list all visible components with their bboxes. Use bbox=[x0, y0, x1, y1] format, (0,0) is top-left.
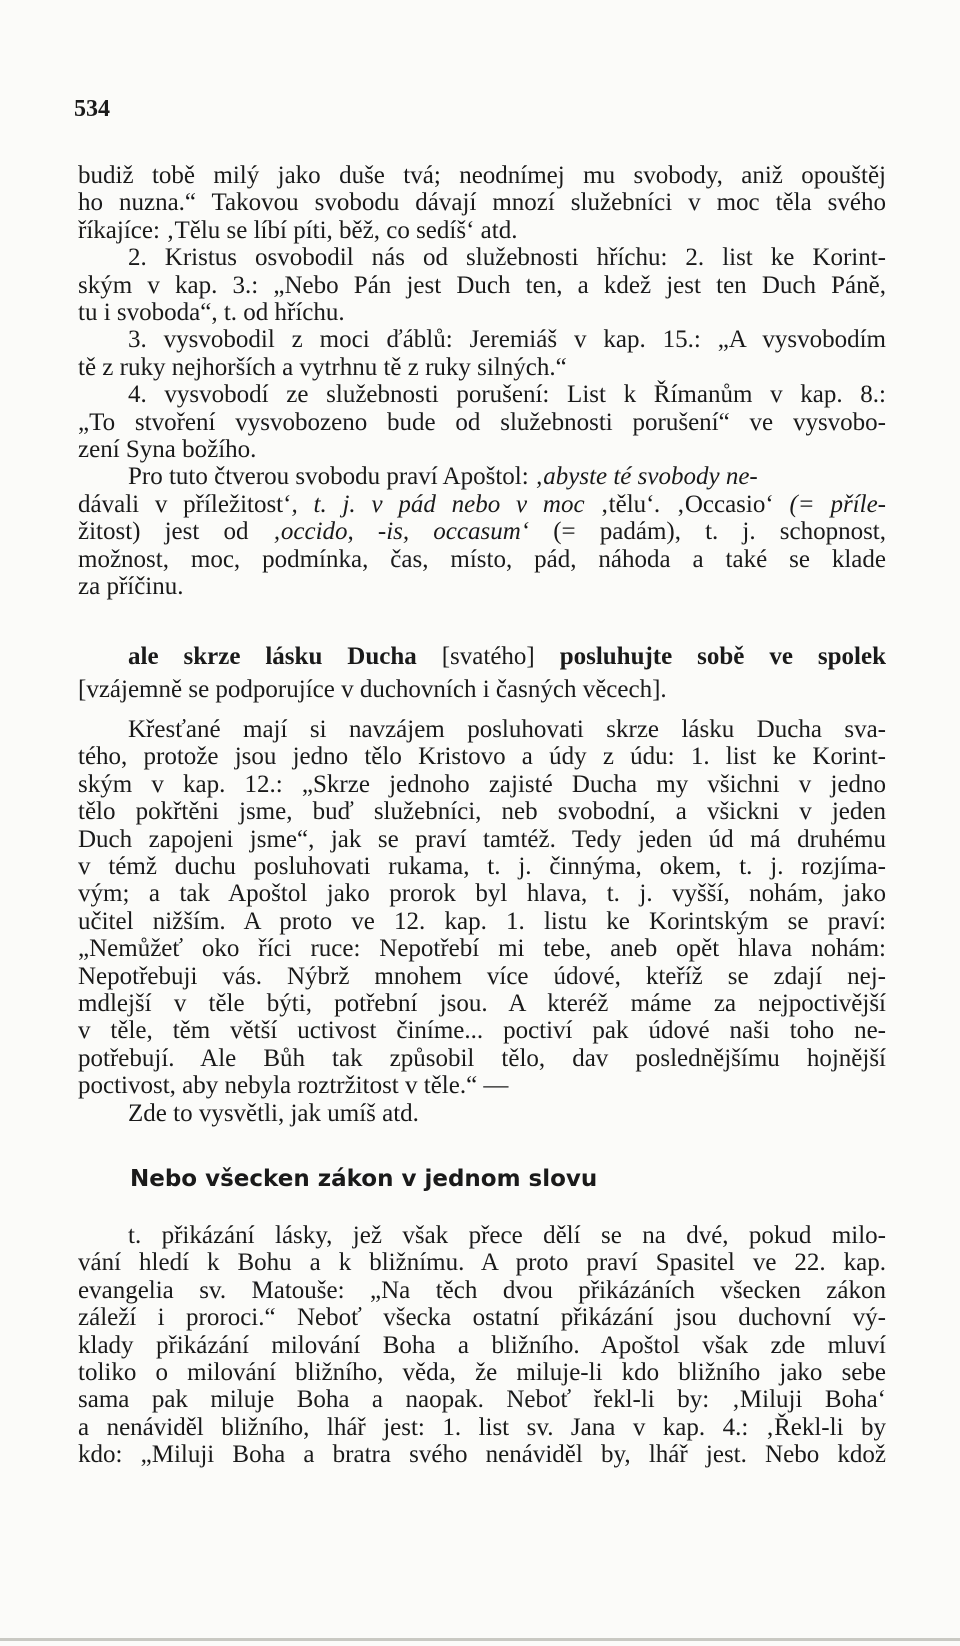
body-text-section-1 bbox=[78, 162, 886, 601]
text-line: sama pak miluje Boha a naopak. Neboť řekl-li by: ‚Miluji Boha‘ bbox=[78, 1386, 886, 1414]
text-line: Pro tuto čtverou svobodu praví Apoštol: ‚abyste té svobody ne- bbox=[128, 463, 758, 491]
text-line: kdo: „Miluji Boha a bratra svého nenáviděl by, lhář jest. Nebo kdož bbox=[78, 1441, 886, 1469]
text-line: Zde to vysvětli, jak umíš atd. bbox=[128, 1099, 419, 1127]
text-line: tě z ruky nejhorších a vytrhnu tě z ruky silných.“ bbox=[78, 353, 567, 381]
text-line: žitost) jest od ‚occido, -is, occasum‘ (= padám), t. j. schopnost, bbox=[78, 518, 886, 546]
heading-bold-part-1: ale skrze lásku Ducha bbox=[128, 643, 417, 670]
text-line: „Nemůžeť oko říci ruce: Nepotřebí mi tebe, aneb opět hlava nohám: bbox=[78, 935, 886, 963]
scripture-heading-2: Nebo všecken zákon v jednom slovu bbox=[130, 1166, 598, 1192]
text-line: Duch zapojeni jsme“, jak se praví tamtéž. Tedy jeden úd má druhému bbox=[78, 825, 886, 853]
text-line: tělo pokřtěni jsme, buď služebníci, neb svobodní, a všickni v jeden bbox=[78, 798, 886, 826]
text-line: dávali v příležitost‘, t. j. v pád nebo v moc ‚tělu‘. ‚Occasio‘ (= příle- bbox=[78, 490, 886, 518]
text-line: ho nuzna.“ Takovou svobodu dávají mnozí služebníci v moc těla svého bbox=[78, 189, 886, 217]
text-line: možnost, moc, podmínka, čas, místo, pád, náhoda a také se klade bbox=[78, 545, 886, 573]
text-line: budiž tobě milý jako duše tvá; neodnímej mu svobody, aniž opouštěj bbox=[78, 162, 886, 189]
heading-bold-part-2: posluhujte sobě ve spolek bbox=[559, 643, 886, 670]
text-line: Křesťané mají si navzájem posluhovati skrze lásku Ducha sva- bbox=[128, 716, 886, 743]
text-line: záleží i proroci.“ Neboť všecka ostatní přikázání jsou duchovní vý- bbox=[78, 1304, 886, 1332]
text-line: t. přikázání lásky, jež však přece dělí se na dvé, pokud milo- bbox=[128, 1222, 886, 1249]
text-line: toliko o milování bližního, věda, že miluje-li kdo bližního jako sebe bbox=[78, 1359, 886, 1387]
text-line: „To stvoření vysvobozeno bude od služebnosti porušení“ ve vysvobo- bbox=[78, 408, 886, 436]
text-line: zení Syna božího. bbox=[78, 436, 257, 464]
text-line: vání hledí k Bohu a k bližnímu. A proto praví Spasitel ve 22. kap. bbox=[78, 1249, 886, 1277]
text-line: učitel nižším. A proto ve 12. kap. 1. listu ke Korintským se praví: bbox=[78, 907, 886, 935]
text-line: vým; a tak Apoštol jako prorok byl hlava, t. j. vyšší, nohám, jako bbox=[78, 880, 886, 908]
text-line: za příčinu. bbox=[78, 573, 184, 601]
page-number: 534 bbox=[74, 96, 110, 122]
heading-line-1 bbox=[78, 640, 886, 673]
page-bottom-edge bbox=[0, 1638, 960, 1641]
text-line: ským v kap. 12.: „Skrze jednoho zajisté Ducha my všichni v jedno bbox=[78, 770, 886, 798]
text-line: tého, protože jsou jedno tělo Kristovo a údy z údu: 1. list ke Korint- bbox=[78, 743, 886, 771]
text-line: v témž duchu posluhovati rukama, t. j. činnýma, okem, t. j. rozjíma- bbox=[78, 853, 886, 881]
scripture-heading-1 bbox=[78, 640, 886, 706]
text-line: ským v kap. 3.: „Nebo Pán jest Duch ten, a kdež jest ten Duch Páně, bbox=[78, 271, 886, 299]
text-line: 2. Kristus osvobodil nás od služebnosti hříchu: 2. list ke Korint- bbox=[128, 244, 886, 272]
text-line: 4. vysvobodí ze služebnosti porušení: List k Římanům v kap. 8.: bbox=[128, 381, 886, 409]
text-line: říkajíce: ‚Tělu se líbí píti, běž, co sedíš‘ atd. bbox=[78, 216, 518, 244]
heading-bracket-part: [svatého] bbox=[416, 643, 560, 670]
text-line: evangelia sv. Matouše: „Na těch dvou přikázáních všecken zákon bbox=[78, 1276, 886, 1304]
text-line: tu i svoboda“, t. od hříchu. bbox=[78, 299, 345, 327]
text-line: a nenáviděl bližního, lhář jest: 1. list sv. Jana v kap. 4.: ‚Řekl-li by bbox=[78, 1413, 886, 1441]
text-line: klady přikázání milování Boha a bližního. Apoštol však zde mluví bbox=[78, 1331, 886, 1359]
body-text-section-2 bbox=[78, 716, 886, 1127]
heading-line-2: [vzájemně se podporujíce v duchovních i časných věcech]. bbox=[78, 676, 667, 703]
text-line: v těle, těm větší uctivost činíme... poctiví pak údové naši toho ne- bbox=[78, 1017, 886, 1045]
text-line: poctivost, aby nebyla roztržitost v těle.“ — bbox=[78, 1072, 509, 1100]
text-line: Nepotřebuji vás. Nýbrž mnohem více údové, kteříž se zdají nej- bbox=[78, 962, 886, 990]
text-line: mdlejší v těle býti, potřební jsou. A kteréž máme za nejpoctivější bbox=[78, 990, 886, 1018]
body-text-section-3 bbox=[78, 1222, 886, 1469]
text-line: 3. vysvobodil z moci ďáblů: Jeremiáš v kap. 15.: „A vysvobodím bbox=[128, 326, 886, 354]
text-line: potřebují. Ale Bůh tak způsobil tělo, dav poslednějšímu hojnější bbox=[78, 1044, 886, 1072]
